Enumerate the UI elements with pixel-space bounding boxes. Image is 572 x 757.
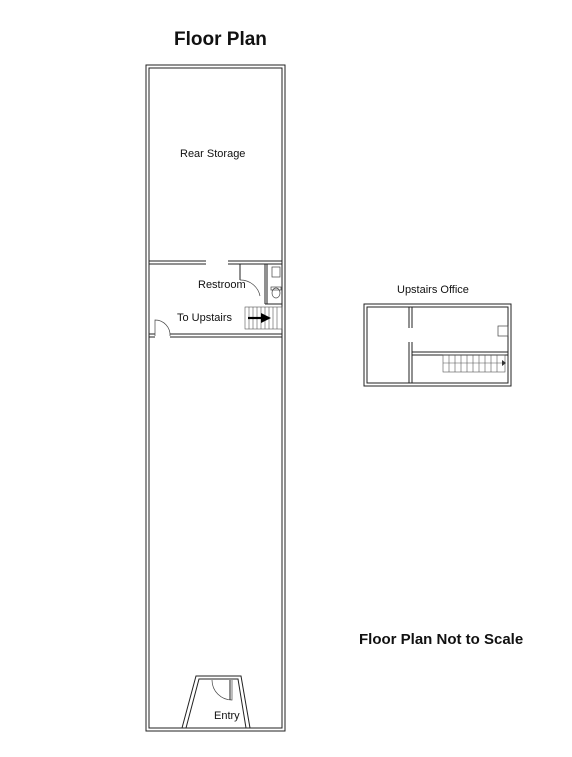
toilet-icon bbox=[272, 288, 280, 298]
room-label-restroom: Restroom bbox=[198, 279, 246, 291]
main-building-walls bbox=[146, 65, 285, 731]
sink-icon bbox=[272, 267, 280, 277]
upstairs-stairs bbox=[443, 355, 506, 372]
entry-door-swing bbox=[212, 680, 232, 700]
scale-note: Floor Plan Not to Scale bbox=[359, 631, 524, 648]
room-label-entry: Entry bbox=[214, 710, 240, 722]
room-label-rear-storage: Rear Storage bbox=[180, 148, 246, 160]
front-partition-door-swing bbox=[155, 320, 170, 336]
room-label-to-upstairs: To Upstairs bbox=[177, 312, 233, 324]
room-label-upstairs-office: Upstairs Office bbox=[397, 284, 469, 296]
rear-storage-partition bbox=[149, 261, 282, 264]
stairs-to-upstairs bbox=[245, 307, 282, 329]
page-title: Floor Plan bbox=[174, 29, 267, 50]
upstairs-office-plan bbox=[364, 304, 511, 386]
restroom-walls bbox=[240, 264, 282, 304]
